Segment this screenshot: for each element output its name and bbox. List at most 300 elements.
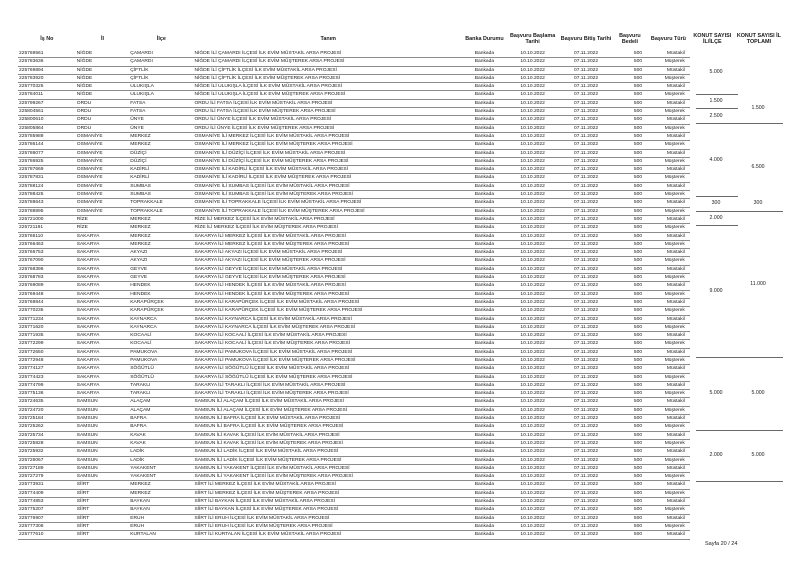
table-row	[18, 240, 783, 248]
cell-tanim: SAKARYA İLİ KAYNARCA İLÇESİ İLK EVİM MÜŞTEREK ARSA PROJESİ	[193, 323, 463, 331]
cell-il: SİİRT	[76, 522, 129, 530]
cell-ilce: ALAÇAM	[129, 398, 193, 406]
cell-konut-il-ilce	[690, 58, 735, 66]
cell-konut-il-toplami	[735, 108, 783, 116]
header-bitis-tarihi: Başvuru Bitiş Tarihi	[560, 35, 612, 42]
cell-konut-il-toplami	[735, 132, 783, 140]
cell-il: ORDU	[76, 99, 129, 107]
cell-banka-durumu: Bankada	[463, 224, 506, 232]
project-table	[18, 28, 783, 540]
cell-konut-il-ilce	[690, 340, 735, 348]
cell-banka-durumu: Bankada	[463, 415, 506, 423]
cell-basvuru-turu: Müşterek	[647, 108, 690, 116]
cell-baslama-tarihi: 10.10.2022	[506, 489, 559, 497]
cell-baslama-tarihi: 10.10.2022	[506, 182, 559, 190]
cell-konut-il-ilce	[690, 124, 735, 132]
cell-basvuru-turu: Müşterek	[647, 224, 690, 232]
cell-tanim: SAMSUN İLİ ALAÇAM İLÇESİ İLK EVİM MÜŞTEREK ARSA PROJESİ	[193, 406, 463, 414]
cell-konut-il-toplami	[735, 448, 783, 456]
cell-banka-durumu: Bankada	[463, 431, 506, 439]
cell-basvuru-bedeli: 500	[613, 356, 647, 364]
cell-konut-il-toplami	[735, 514, 783, 522]
cell-ilce: LADİK	[129, 456, 193, 464]
cell-tanim: SAKARYA İLİ PAMUKOVA İLÇESİ İLK EVİM MÜŞTEREK ARSA PROJESİ	[193, 356, 463, 364]
cell-basvuru-turu: Müşterek	[647, 506, 690, 514]
cell-is-no: 225766463	[18, 240, 76, 248]
cell-baslama-tarihi: 10.10.2022	[506, 274, 559, 282]
cell-baslama-tarihi: 10.10.2022	[506, 240, 559, 248]
cell-ilce: AKYAZI	[129, 257, 193, 265]
cell-banka-durumu: Bankada	[463, 448, 506, 456]
cell-baslama-tarihi: 10.10.2022	[506, 199, 559, 207]
cell-konut-il-toplami	[735, 149, 783, 157]
cell-ilce: DÜZİÇİ	[129, 157, 193, 165]
cell-banka-durumu: Bankada	[463, 506, 506, 514]
cell-ilce: YAKAKENT	[129, 473, 193, 481]
cell-tanim: NİĞDE İLİ ULUKIŞLA İLÇESİ İLK EVİM MÜSTAKİL ARSA PROJESİ	[193, 83, 463, 91]
cell-konut-il-toplami	[735, 232, 783, 240]
cell-baslama-tarihi: 10.10.2022	[506, 290, 559, 298]
cell-ilce: ERUH	[129, 522, 193, 530]
cell-is-no: 225770325	[18, 83, 76, 91]
cell-baslama-tarihi: 10.10.2022	[506, 531, 559, 539]
table-row	[18, 323, 783, 331]
table-row	[18, 406, 783, 414]
cell-konut-il-ilce	[690, 439, 735, 447]
cell-konut-il-ilce	[690, 373, 735, 381]
table-row	[18, 498, 783, 506]
cell-tanim: SAKARYA İLİ MERKEZ İLÇESİ İLK EVİM MÜSTAKİL ARSA PROJESİ	[193, 232, 463, 240]
cell-tanim: SAKARYA İLİ TARAKLI İLÇESİ İLK EVİM MÜSTAKİL ARSA PROJESİ	[193, 381, 463, 389]
cell-banka-durumu: Bankada	[463, 356, 506, 364]
cell-basvuru-turu: Müşterek	[647, 141, 690, 149]
cell-il: SAKARYA	[76, 356, 129, 364]
cell-basvuru-turu: Müstakil	[647, 514, 690, 522]
cell-bitis-tarihi: 07.11.2022	[559, 522, 612, 530]
header-konut-il-ilce: KONUT SAYISI İL/İLÇE	[693, 32, 732, 45]
cell-is-no: 225727189	[18, 464, 76, 472]
cell-baslama-tarihi: 10.10.2022	[506, 91, 559, 99]
cell-basvuru-turu: Müstakil	[647, 431, 690, 439]
cell-basvuru-turu: Müstakil	[647, 315, 690, 323]
cell-baslama-tarihi: 10.10.2022	[506, 448, 559, 456]
cell-basvuru-bedeli: 500	[613, 323, 647, 331]
cell-konut-il-ilce	[690, 298, 735, 306]
cell-basvuru-turu: Müşterek	[647, 489, 690, 497]
cell-bitis-tarihi: 07.11.2022	[559, 340, 612, 348]
konut-group-value: 2.500	[696, 113, 736, 119]
cell-il: NİĞDE	[76, 50, 129, 58]
cell-konut-il-ilce	[690, 157, 735, 165]
cell-baslama-tarihi: 10.10.2022	[506, 456, 559, 464]
cell-is-no: 225788425	[18, 191, 76, 199]
cell-baslama-tarihi: 10.10.2022	[506, 207, 559, 215]
cell-bitis-tarihi: 07.11.2022	[559, 124, 612, 132]
cell-baslama-tarihi: 10.10.2022	[506, 249, 559, 257]
cell-baslama-tarihi: 10.10.2022	[506, 514, 559, 522]
cell-basvuru-turu: Müstakil	[647, 398, 690, 406]
cell-basvuru-turu: Müşterek	[647, 91, 690, 99]
cell-ilce: KARAPÜRÇEK	[129, 307, 193, 315]
cell-basvuru-turu: Müstakil	[647, 66, 690, 74]
cell-konut-il-ilce	[690, 489, 735, 497]
cell-baslama-tarihi: 10.10.2022	[506, 323, 559, 331]
cell-konut-il-toplami	[735, 489, 783, 497]
cell-konut-il-ilce	[690, 307, 735, 315]
cell-baslama-tarihi: 10.10.2022	[506, 265, 559, 273]
cell-bitis-tarihi: 07.11.2022	[559, 149, 612, 157]
cell-konut-il-ilce	[690, 182, 735, 190]
cell-bitis-tarihi: 07.11.2022	[559, 448, 612, 456]
table-row	[18, 298, 783, 306]
cell-baslama-tarihi: 10.10.2022	[506, 332, 559, 340]
cell-banka-durumu: Bankada	[463, 249, 506, 257]
cell-ilce: GEYVE	[129, 274, 193, 282]
cell-bitis-tarihi: 07.11.2022	[559, 157, 612, 165]
cell-il: SAKARYA	[76, 274, 129, 282]
cell-basvuru-bedeli: 500	[613, 149, 647, 157]
cell-konut-il-ilce	[690, 174, 735, 182]
cell-konut-il-ilce	[690, 423, 735, 431]
cell-tanim: SAMSUN İLİ ALAÇAM İLÇESİ İLK EVİM MÜSTAKİL ARSA PROJESİ	[193, 398, 463, 406]
cell-basvuru-bedeli: 500	[613, 215, 647, 223]
cell-baslama-tarihi: 10.10.2022	[506, 348, 559, 356]
cell-banka-durumu: Bankada	[463, 66, 506, 74]
cell-is-no: 225767090	[18, 257, 76, 265]
cell-bitis-tarihi: 07.11.2022	[559, 473, 612, 481]
cell-tanim: OSMANİYE İLİ SUMBAS İLÇESİ İLK EVİM MÜŞTEREK ARSA PROJESİ	[193, 191, 463, 199]
cell-ilce: KADİRLİ	[129, 166, 193, 174]
cell-is-no: 225725184	[18, 415, 76, 423]
cell-il: SAKARYA	[76, 232, 129, 240]
cell-banka-durumu: Bankada	[463, 99, 506, 107]
cell-bitis-tarihi: 07.11.2022	[559, 298, 612, 306]
cell-tanim: SİİRT İLİ BAYKAN İLÇESİ İLK EVİM MÜSTAKİL ARSA PROJESİ	[193, 498, 463, 506]
cell-banka-durumu: Bankada	[463, 531, 506, 539]
cell-baslama-tarihi: 10.10.2022	[506, 157, 559, 165]
cell-basvuru-turu: Müstakil	[647, 282, 690, 290]
cell-bitis-tarihi: 07.11.2022	[559, 431, 612, 439]
cell-basvuru-bedeli: 500	[613, 265, 647, 273]
cell-banka-durumu: Bankada	[463, 406, 506, 414]
cell-bitis-tarihi: 07.11.2022	[559, 215, 612, 223]
cell-konut-il-ilce	[690, 498, 735, 506]
cell-konut-il-ilce	[690, 274, 735, 282]
cell-banka-durumu: Bankada	[463, 215, 506, 223]
table-row	[18, 381, 783, 389]
cell-baslama-tarihi: 10.10.2022	[506, 423, 559, 431]
cell-il: SAKARYA	[76, 332, 129, 340]
cell-basvuru-turu: Müstakil	[647, 182, 690, 190]
cell-banka-durumu: Bankada	[463, 282, 506, 290]
cell-banka-durumu: Bankada	[463, 381, 506, 389]
cell-konut-il-toplami	[735, 50, 783, 58]
cell-ilce: MERKEZ	[129, 240, 193, 248]
cell-basvuru-bedeli: 500	[613, 232, 647, 240]
cell-il: OSMANİYE	[76, 157, 129, 165]
cell-tanim: OSMANİYE İLİ TOPRAKKALE İLÇESİ İLK EVİM MÜŞTEREK ARSA PROJESİ	[193, 207, 463, 215]
cell-tanim: SAMSUN İLİ BAFRA İLÇESİ İLK EVİM MÜSTAKİL ARSA PROJESİ	[193, 415, 463, 423]
table-row	[18, 141, 783, 149]
cell-tanim: SİİRT İLİ MERKEZ İLÇESİ İLK EVİM MÜŞTEREK ARSA PROJESİ	[193, 489, 463, 497]
cell-basvuru-bedeli: 500	[613, 83, 647, 91]
cell-banka-durumu: Bankada	[463, 481, 506, 489]
cell-konut-il-toplami	[735, 141, 783, 149]
cell-basvuru-turu: Müşterek	[647, 406, 690, 414]
cell-basvuru-bedeli: 500	[613, 481, 647, 489]
cell-tanim: SİİRT İLİ KURTALAN İLÇESİ İLK EVİM MÜSTAKİL ARSA PROJESİ	[193, 531, 463, 539]
cell-bitis-tarihi: 07.11.2022	[559, 58, 612, 66]
cell-konut-il-toplami	[735, 66, 783, 74]
cell-konut-il-ilce	[690, 348, 735, 356]
cell-tanim: SAKARYA İLİ AKYAZI İLÇESİ İLK EVİM MÜŞTEREK ARSA PROJESİ	[193, 257, 463, 265]
cell-konut-il-ilce	[690, 50, 735, 58]
table-row	[18, 50, 783, 58]
cell-konut-il-ilce	[690, 456, 735, 464]
cell-basvuru-turu: Müstakil	[647, 99, 690, 107]
cell-konut-il-ilce	[690, 398, 735, 406]
cell-konut-il-toplami	[735, 257, 783, 265]
cell-basvuru-bedeli: 500	[613, 506, 647, 514]
cell-basvuru-bedeli: 500	[613, 415, 647, 423]
table-row	[18, 91, 783, 99]
cell-konut-il-toplami	[735, 58, 783, 66]
cell-basvuru-bedeli: 500	[613, 257, 647, 265]
cell-bitis-tarihi: 07.11.2022	[559, 232, 612, 240]
cell-basvuru-turu: Müşterek	[647, 74, 690, 82]
cell-bitis-tarihi: 07.11.2022	[559, 323, 612, 331]
cell-is-no: 225774853	[18, 498, 76, 506]
cell-bitis-tarihi: 07.11.2022	[559, 439, 612, 447]
cell-bitis-tarihi: 07.11.2022	[559, 108, 612, 116]
konut-group-value: 300	[738, 200, 778, 206]
cell-baslama-tarihi: 10.10.2022	[506, 406, 559, 414]
cell-il: SAMSUN	[76, 473, 129, 481]
cell-baslama-tarihi: 10.10.2022	[506, 381, 559, 389]
cell-baslama-tarihi: 10.10.2022	[506, 99, 559, 107]
cell-konut-il-toplami	[735, 439, 783, 447]
cell-il: NİĞDE	[76, 83, 129, 91]
cell-banka-durumu: Bankada	[463, 116, 506, 124]
cell-is-no: 225786077	[18, 149, 76, 157]
cell-banka-durumu: Bankada	[463, 307, 506, 315]
cell-basvuru-turu: Müstakil	[647, 149, 690, 157]
cell-bitis-tarihi: 07.11.2022	[559, 307, 612, 315]
cell-bitis-tarihi: 07.11.2022	[559, 166, 612, 174]
cell-basvuru-bedeli: 500	[613, 124, 647, 132]
cell-is-no: 225775136	[18, 390, 76, 398]
cell-bitis-tarihi: 07.11.2022	[559, 406, 612, 414]
cell-konut-il-ilce	[690, 132, 735, 140]
cell-bitis-tarihi: 07.11.2022	[559, 91, 612, 99]
cell-il: SAMSUN	[76, 423, 129, 431]
cell-baslama-tarihi: 10.10.2022	[506, 298, 559, 306]
cell-baslama-tarihi: 10.10.2022	[506, 215, 559, 223]
cell-il: SAKARYA	[76, 381, 129, 389]
cell-banka-durumu: Bankada	[463, 141, 506, 149]
cell-ilce: MERKEZ	[129, 141, 193, 149]
table-row	[18, 224, 783, 232]
header-tanim: Tanım	[320, 35, 336, 42]
cell-banka-durumu: Bankada	[463, 390, 506, 398]
table-row	[18, 348, 783, 356]
cell-is-no: 225725828	[18, 439, 76, 447]
cell-tanim: OSMANİYE İLİ TOPRAKKALE İLÇESİ İLK EVİM MÜSTAKİL ARSA PROJESİ	[193, 199, 463, 207]
cell-il: SAMSUN	[76, 398, 129, 406]
header-basvuru-bedeli: Başvuru Bedeli	[619, 32, 641, 45]
cell-konut-il-ilce	[690, 531, 735, 539]
konut-group-value: 5.000	[738, 390, 778, 396]
cell-konut-il-ilce	[690, 365, 735, 373]
cell-il: OSMANİYE	[76, 166, 129, 174]
cell-il: SAKARYA	[76, 257, 129, 265]
table-row	[18, 390, 783, 398]
cell-banka-durumu: Bankada	[463, 290, 506, 298]
cell-basvuru-bedeli: 500	[613, 514, 647, 522]
cell-konut-il-ilce	[690, 232, 735, 240]
cell-konut-il-toplami	[735, 182, 783, 190]
cell-konut-il-toplami	[735, 207, 783, 215]
cell-konut-il-ilce	[690, 473, 735, 481]
cell-il: SİİRT	[76, 489, 129, 497]
cell-is-no: 225769894	[18, 66, 76, 74]
cell-ilce: LADİK	[129, 448, 193, 456]
cell-ilce: KAVAK	[129, 439, 193, 447]
cell-ilce: AKYAZI	[129, 249, 193, 257]
cell-tanim: ORDU İLİ ÜNYE İLÇESİ İLK EVİM MÜSTAKİL ARSA PROJESİ	[193, 116, 463, 124]
cell-basvuru-turu: Müstakil	[647, 365, 690, 373]
cell-ilce: PAMUKOVA	[129, 356, 193, 364]
cell-bitis-tarihi: 07.11.2022	[559, 174, 612, 182]
cell-basvuru-bedeli: 500	[613, 290, 647, 298]
cell-konut-il-toplami	[735, 373, 783, 381]
header-ilce: İlçe	[156, 35, 166, 42]
cell-banka-durumu: Bankada	[463, 199, 506, 207]
cell-ilce: KAVAK	[129, 431, 193, 439]
cell-ilce: TOPRAKKALE	[129, 207, 193, 215]
cell-bitis-tarihi: 07.11.2022	[559, 415, 612, 423]
cell-baslama-tarihi: 10.10.2022	[506, 50, 559, 58]
cell-konut-il-toplami	[735, 398, 783, 406]
cell-baslama-tarihi: 10.10.2022	[506, 116, 559, 124]
cell-basvuru-turu: Müşterek	[647, 191, 690, 199]
cell-baslama-tarihi: 10.10.2022	[506, 522, 559, 530]
cell-bitis-tarihi: 07.11.2022	[559, 74, 612, 82]
cell-basvuru-turu: Müşterek	[647, 58, 690, 66]
cell-basvuru-bedeli: 500	[613, 365, 647, 373]
page-number: Sayfa 20 / 24	[705, 541, 738, 547]
cell-tanim: SAKARYA İLİ TARAKLI İLÇESİ İLK EVİM MÜŞTEREK ARSA PROJESİ	[193, 390, 463, 398]
header-banka-durumu: Banka Durumu	[465, 35, 504, 42]
cell-basvuru-bedeli: 500	[613, 473, 647, 481]
table-row	[18, 373, 783, 381]
cell-ilce: MERKEZ	[129, 215, 193, 223]
cell-banka-durumu: Bankada	[463, 522, 506, 530]
cell-is-no: 225777610	[18, 531, 76, 539]
cell-tanim: SAKARYA İLİ KARAPÜRÇEK İLÇESİ İLK EVİM MÜSTAKİL ARSA PROJESİ	[193, 298, 463, 306]
cell-tanim: SAKARYA İLİ HENDEK İLÇESİ İLK EVİM MÜSTAKİL ARSA PROJESİ	[193, 282, 463, 290]
cell-banka-durumu: Bankada	[463, 265, 506, 273]
cell-basvuru-bedeli: 500	[613, 249, 647, 257]
cell-is-no: 225788643	[18, 199, 76, 207]
cell-ilce: ÇAMARDI	[129, 50, 193, 58]
cell-bitis-tarihi: 07.11.2022	[559, 116, 612, 124]
cell-bitis-tarihi: 07.11.2022	[559, 240, 612, 248]
cell-is-no: 225799267	[18, 99, 76, 107]
cell-ilce: ULUKIŞLA	[129, 83, 193, 91]
cell-il: OSMANİYE	[76, 149, 129, 157]
konut-group-value: 300	[696, 200, 736, 206]
table-row	[18, 99, 783, 107]
cell-konut-il-toplami	[735, 91, 783, 99]
cell-baslama-tarihi: 10.10.2022	[506, 390, 559, 398]
document-page	[18, 28, 783, 540]
cell-banka-durumu: Bankada	[463, 456, 506, 464]
cell-basvuru-bedeli: 500	[613, 489, 647, 497]
cell-tanim: NİĞDE İLİ ÇAMARDI İLÇESİ İLK EVİM MÜŞTEREK ARSA PROJESİ	[193, 58, 463, 66]
table-row	[18, 506, 783, 514]
cell-banka-durumu: Bankada	[463, 149, 506, 157]
table-row	[18, 481, 783, 489]
cell-bitis-tarihi: 07.11.2022	[559, 506, 612, 514]
cell-il: SAKARYA	[76, 298, 129, 306]
table-row	[18, 514, 783, 522]
cell-basvuru-turu: Müstakil	[647, 464, 690, 472]
konut-group-value: 5.000	[696, 69, 736, 75]
cell-ilce: MERKEZ	[129, 489, 193, 497]
cell-konut-il-ilce	[690, 381, 735, 389]
cell-is-no: 225774127	[18, 365, 76, 373]
cell-bitis-tarihi: 07.11.2022	[559, 207, 612, 215]
cell-konut-il-toplami	[735, 307, 783, 315]
cell-ilce: KAYNARCA	[129, 323, 193, 331]
table-row	[18, 174, 783, 182]
cell-basvuru-turu: Müşterek	[647, 257, 690, 265]
cell-basvuru-bedeli: 500	[613, 464, 647, 472]
cell-ilce: SÖĞÜTLÜ	[129, 365, 193, 373]
table-row	[18, 340, 783, 348]
cell-is-no: 225787831	[18, 174, 76, 182]
table-row	[18, 531, 783, 539]
cell-baslama-tarihi: 10.10.2022	[506, 340, 559, 348]
cell-basvuru-bedeli: 500	[613, 157, 647, 165]
cell-ilce: BAYKAN	[129, 506, 193, 514]
cell-tanim: OSMANİYE İLİ KADİRLİ İLÇESİ İLK EVİM MÜSTAKİL ARSA PROJESİ	[193, 166, 463, 174]
cell-il: SAKARYA	[76, 265, 129, 273]
cell-il: SAKARYA	[76, 282, 129, 290]
cell-il: OSMANİYE	[76, 132, 129, 140]
cell-ilce: FATSA	[129, 108, 193, 116]
cell-il: SAMSUN	[76, 456, 129, 464]
table-row	[18, 108, 783, 116]
cell-baslama-tarihi: 10.10.2022	[506, 257, 559, 265]
cell-bitis-tarihi: 07.11.2022	[559, 50, 612, 58]
cell-konut-il-ilce	[690, 257, 735, 265]
cell-bitis-tarihi: 07.11.2022	[559, 481, 612, 489]
cell-is-no: 225772650	[18, 348, 76, 356]
cell-is-no: 225727279	[18, 473, 76, 481]
table-body	[18, 50, 783, 539]
cell-basvuru-turu: Müstakil	[647, 531, 690, 539]
table-row	[18, 423, 783, 431]
cell-konut-il-ilce	[690, 514, 735, 522]
cell-ilce: ÇİFTLİK	[129, 74, 193, 82]
header-row	[18, 28, 783, 50]
cell-basvuru-bedeli: 500	[613, 340, 647, 348]
cell-konut-il-toplami	[735, 456, 783, 464]
cell-tanim: SAMSUN İLİ LADİK İLÇESİ İLK EVİM MÜSTAKİL ARSA PROJESİ	[193, 448, 463, 456]
cell-bitis-tarihi: 07.11.2022	[559, 348, 612, 356]
